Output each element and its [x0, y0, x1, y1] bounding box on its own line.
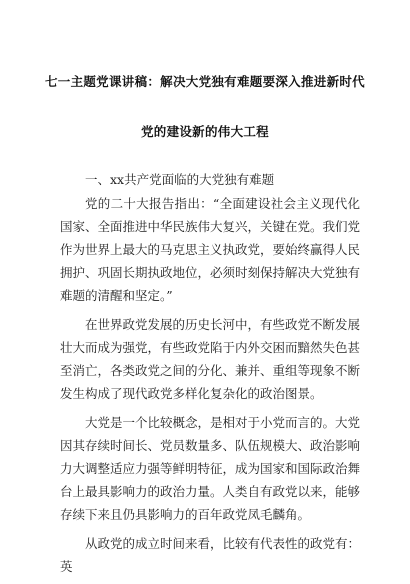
- paragraph: 大党是一个比较概念，是相对于小党而言的。大党因其存续时间长、党员数量多、队伍规模大、政治影响力大调整适应力强等鲜明特征，成为国家和国际政治舞台上最具影响力的政治力量。人类自有政党以来，能够存续下来且仍具影响力的百年政党凤毛麟角。: [60, 415, 361, 522]
- document-title-line-2: 党的建设新的伟大工程: [140, 124, 269, 139]
- paragraph: 从政党的成立时间来看，比较有代表性的政党有：英: [60, 536, 361, 574]
- document-body: [60, 168, 360, 584]
- paragraph: 党的二十大报告指出：“全面建设社会主义现代化国家、全面推进中华民族伟大复兴，关键在党。我们党作为世界上最大的马克思主义执政党，要始终赢得人民拥护、巩固长期执政地位，必须时刻保持解决大党独有难题的清醒和坚定。”: [60, 196, 361, 303]
- paragraph: 在世界政党发展的历史长河中，有些政党不断发展壮大而成为强党，有些政党陷于内外交困而黯然失色甚至消亡，各类政党之间的分化、兼并、重组等现象不断发生构成了现代政党多样化复杂化的政治图景。: [60, 317, 361, 401]
- document-title-line-1: 七一主题党课讲稿：解决大党独有难题要深入推进新时代: [44, 74, 365, 89]
- section-heading: 一、xx共产党面临的大党独有难题: [85, 172, 275, 187]
